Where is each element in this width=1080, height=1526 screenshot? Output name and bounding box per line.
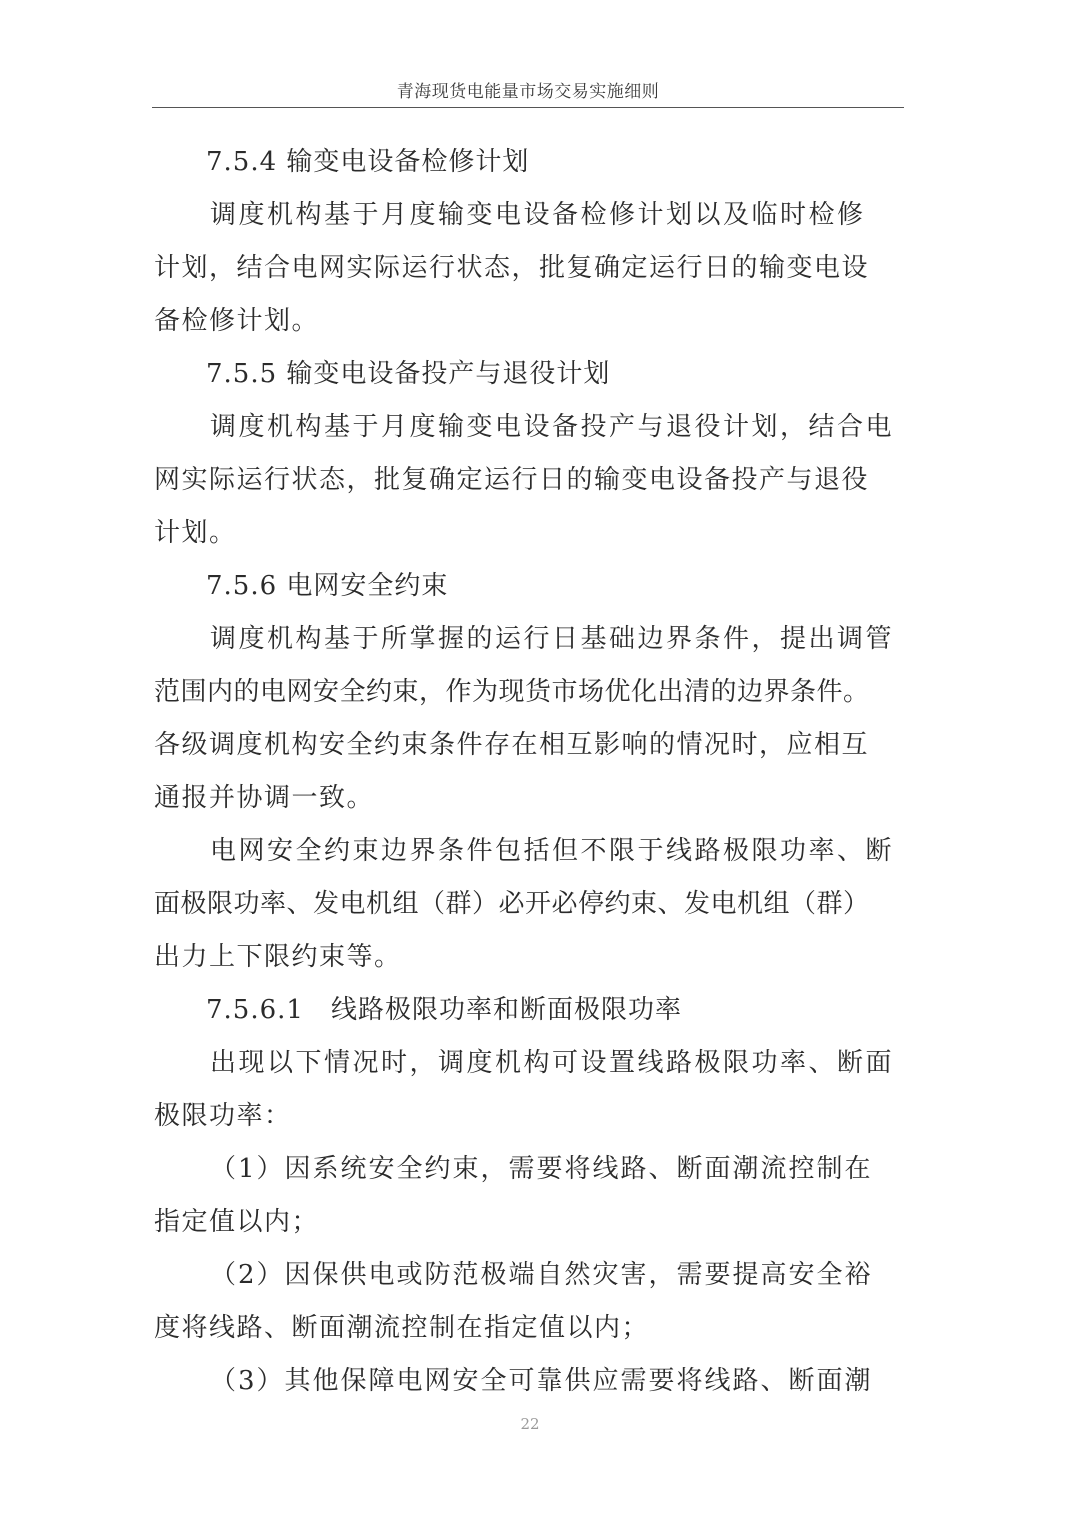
body-line: 网实际运行状态，批复确定运行日的输变电设备投产与退役 (154, 465, 870, 495)
body-line: 极限功率： (154, 1101, 292, 1131)
body-line: 面极限功率、发电机组（群）必开必停约束、发电机组（群） (154, 889, 870, 919)
list-item-3: （3）其他保障电网安全可靠供应需要将线路、断面潮 (210, 1366, 873, 1396)
body-line: 计划。 (154, 518, 237, 548)
body-line: 指定值以内； (154, 1207, 320, 1237)
body-line: 调度机构基于月度输变电设备检修计划以及临时检修 (210, 200, 866, 230)
list-item-2: （2）因保供电或防范极端自然灾害，需要提高安全裕 (210, 1260, 873, 1290)
section-heading-7-5-4: 7.5.4 输变电设备检修计划 (206, 147, 530, 177)
section-heading-7-5-5: 7.5.5 输变电设备投产与退役计划 (206, 359, 611, 389)
section-heading-7-5-6: 7.5.6 电网安全约束 (206, 571, 449, 601)
body-line: 调度机构基于所掌握的运行日基础边界条件，提出调管 (210, 624, 895, 654)
body-line: 调度机构基于月度输变电设备投产与退役计划，结合电 (210, 412, 895, 442)
running-header: 青海现货电能量市场交易实施细则 (396, 82, 660, 102)
body-line: 通报并协调一致。 (154, 783, 375, 813)
body-line: 度将线路、断面潮流控制在指定值以内； (154, 1313, 650, 1343)
list-item-1: （1）因系统安全约束，需要将线路、断面潮流控制在 (210, 1154, 873, 1184)
header-rule (152, 107, 904, 108)
body-line: 计划，结合电网实际运行状态，批复确定运行日的输变电设 (154, 253, 870, 283)
body-line: 出现以下情况时，调度机构可设置线路极限功率、断面 (210, 1048, 895, 1078)
body-line: 各级调度机构安全约束条件存在相互影响的情况时，应相互 (154, 730, 870, 760)
body-line: 备检修计划。 (154, 306, 320, 336)
page-number: 22 (520, 1415, 540, 1433)
body-line: 范围内的电网安全约束，作为现货市场优化出清的边界条件。 (154, 677, 870, 707)
body-line: 电网安全约束边界条件包括但不限于线路极限功率、断 (210, 836, 895, 866)
body-line: 出力上下限约束等。 (154, 942, 402, 972)
section-heading-7-5-6-1: 7.5.6.1 线路极限功率和断面极限功率 (206, 995, 682, 1025)
